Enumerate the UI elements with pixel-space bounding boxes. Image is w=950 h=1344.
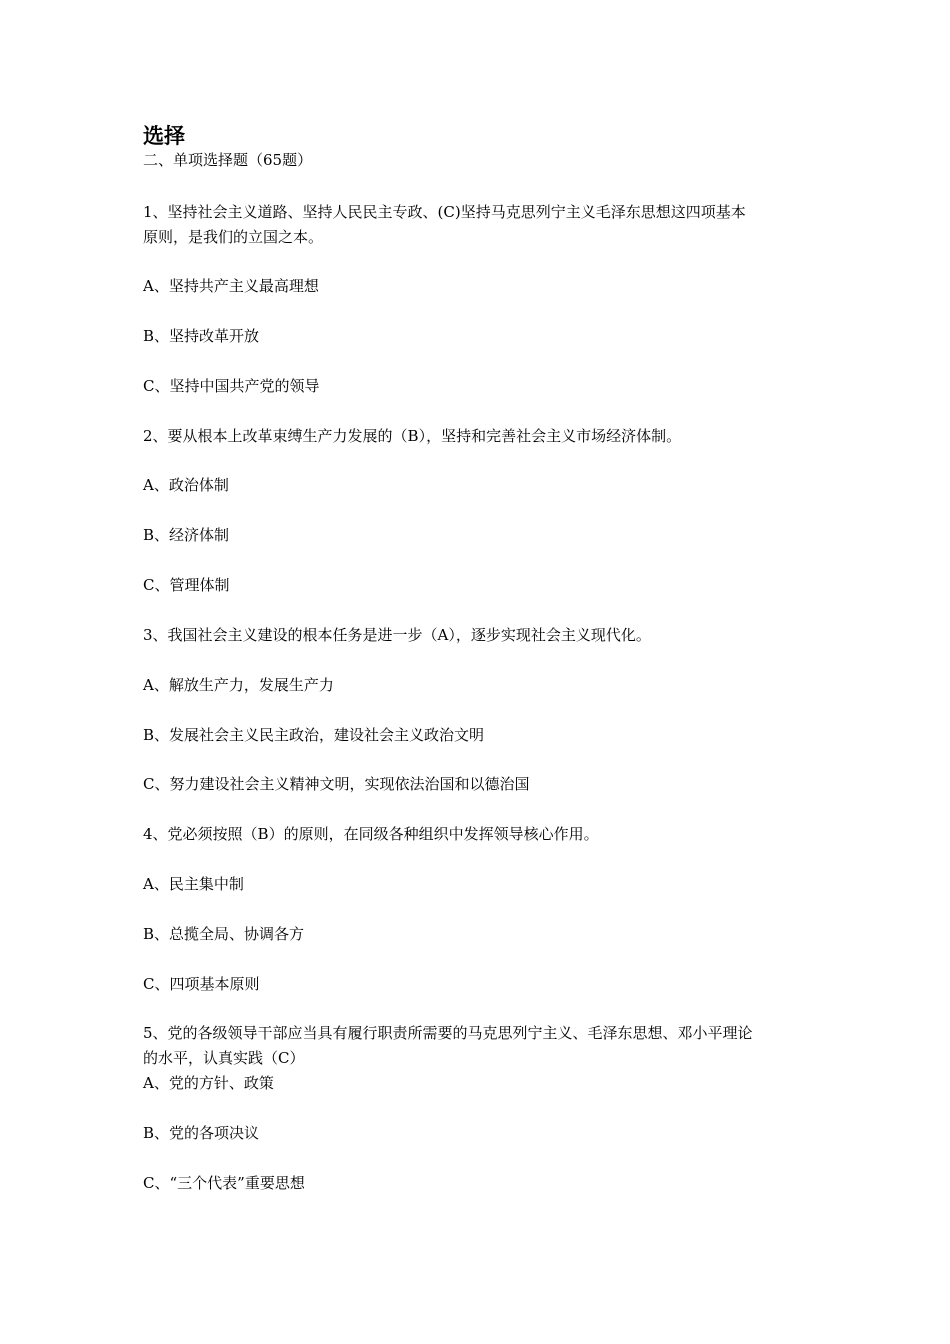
question-4-option-a: A、民主集中制 (143, 875, 244, 893)
page-title: 选择 (143, 124, 185, 148)
question-5-text-line-1: 5、党的各级领导干部应当具有履行职责所需要的马克思列宁主义、毛泽东思想、邓小平理论 (143, 1024, 753, 1042)
question-1-text-line-1: 1、坚持社会主义道路、坚持人民民主专政、(C)坚持马克思列宁主义毛泽东思想这四项基本 (143, 203, 746, 221)
question-1-option-c: C、坚持中国共产党的领导 (143, 377, 320, 395)
section-heading: 二、单项选择题（65题） (143, 151, 313, 169)
question-2-option-b: B、经济体制 (143, 526, 230, 544)
question-1-option-b: B、坚持改革开放 (143, 327, 260, 345)
question-3-option-c: C、努力建设社会主义精神文明，实现依法治国和以德治国 (143, 775, 530, 793)
question-5-option-c: C、“三个代表”重要思想 (143, 1174, 305, 1192)
question-2-text: 2、要从根本上改革束缚生产力发展的（B），坚持和完善社会主义市场经济体制。 (143, 427, 682, 445)
question-4-option-b: B、总揽全局、协调各方 (143, 925, 305, 943)
question-4-text: 4、党必须按照（B）的原则，在同级各种组织中发挥领导核心作用。 (143, 825, 599, 843)
question-1-option-a: A、坚持共产主义最高理想 (143, 277, 319, 295)
question-2-option-a: A、政治体制 (143, 476, 229, 494)
question-3-text: 3、我国社会主义建设的根本任务是进一步（A），逐步实现社会主义现代化。 (143, 626, 651, 644)
question-5-text-line-2: 的水平，认真实践（C） (143, 1049, 305, 1067)
question-3-option-a: A、解放生产力，发展生产力 (143, 676, 334, 694)
question-1-text-line-2: 原则，是我们的立国之本。 (143, 228, 324, 246)
question-2-option-c: C、管理体制 (143, 576, 230, 594)
question-5-option-a: A、党的方针、政策 (143, 1074, 274, 1092)
question-5-option-b: B、党的各项决议 (143, 1124, 260, 1142)
question-3-option-b: B、发展社会主义民主政治，建设社会主义政治文明 (143, 726, 485, 744)
question-4-option-c: C、四项基本原则 (143, 975, 260, 993)
